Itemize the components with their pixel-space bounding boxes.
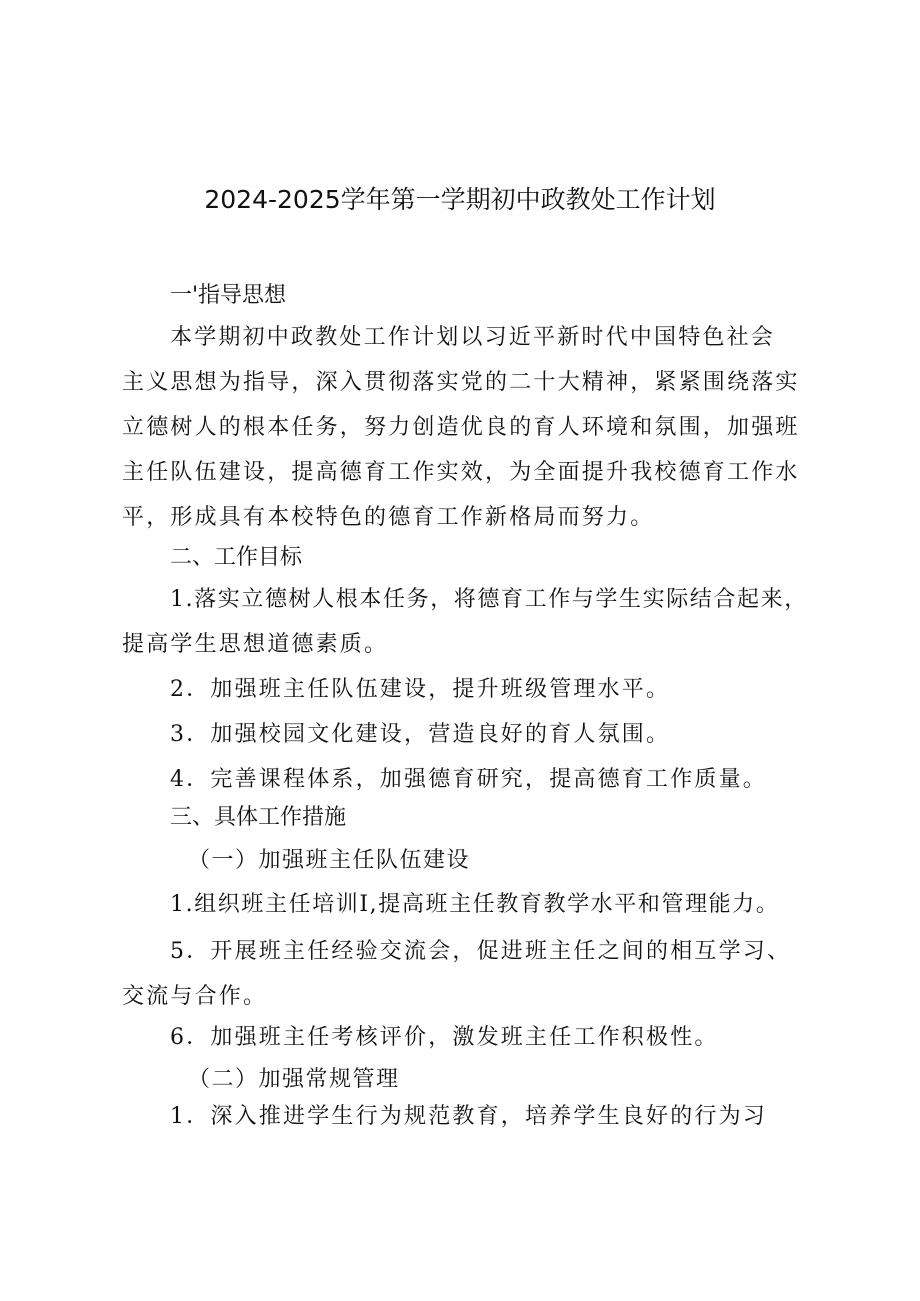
list-item: 6．加强班主任考核评价，激发班主任工作积极性。 xyxy=(170,1025,719,1050)
list-item: 1.组织班主任培训I,提高班主任教育教学水平和管理能力。 xyxy=(170,892,780,917)
section-heading-measures: 三、具体工作措施 xyxy=(170,805,347,830)
subsection-heading-routine-management: （二）加强常规管理 xyxy=(188,1067,400,1092)
section-heading-work-goals: 二、工作目标 xyxy=(170,545,303,570)
list-item: 1.落实立德树人根本任务，将德育工作与学生实际结合起来， xyxy=(170,587,808,612)
list-item: 4．完善课程体系，加强德育研究，提高德育工作质量。 xyxy=(170,767,767,792)
paragraph-line: 主义思想为指导，深入贯彻落实党的二十大精神，紧紧围绕落实 xyxy=(122,370,800,395)
subsection-heading-class-teachers: （一）加强班主任队伍建设 xyxy=(188,848,471,873)
section-heading-guiding-ideology: 一'指导思想 xyxy=(170,283,287,308)
paragraph-line: 主任队伍建设，提高德育工作实效，为全面提升我校德育工作水 xyxy=(122,460,800,485)
list-item: 提高学生思想道德素质。 xyxy=(122,632,389,657)
list-item: 1．深入推进学生行为规范教育，培养学生良好的行为习 xyxy=(170,1104,767,1129)
document-title: 2024-2025学年第一学期初中政教处工作计划 xyxy=(204,185,716,214)
paragraph-line: 本学期初中政教处工作计划以习近平新时代中国特色社会 xyxy=(170,325,776,350)
paragraph-line: 平，形成具有本校特色的德育工作新格局而努力。 xyxy=(122,505,655,530)
paragraph-line: 立德树人的根本任务，努力创造优良的育人环境和氛围，加强班 xyxy=(122,415,800,440)
list-item: 3．加强校园文化建设，营造良好的育人氛围。 xyxy=(170,722,671,747)
list-item: 2．加强班主任队伍建设，提升班级管理水平。 xyxy=(170,677,671,702)
list-item: 交流与合作。 xyxy=(122,984,268,1009)
list-item: 5．开展班主任经验交流会，促进班主任之间的相互学习、 xyxy=(170,939,792,964)
